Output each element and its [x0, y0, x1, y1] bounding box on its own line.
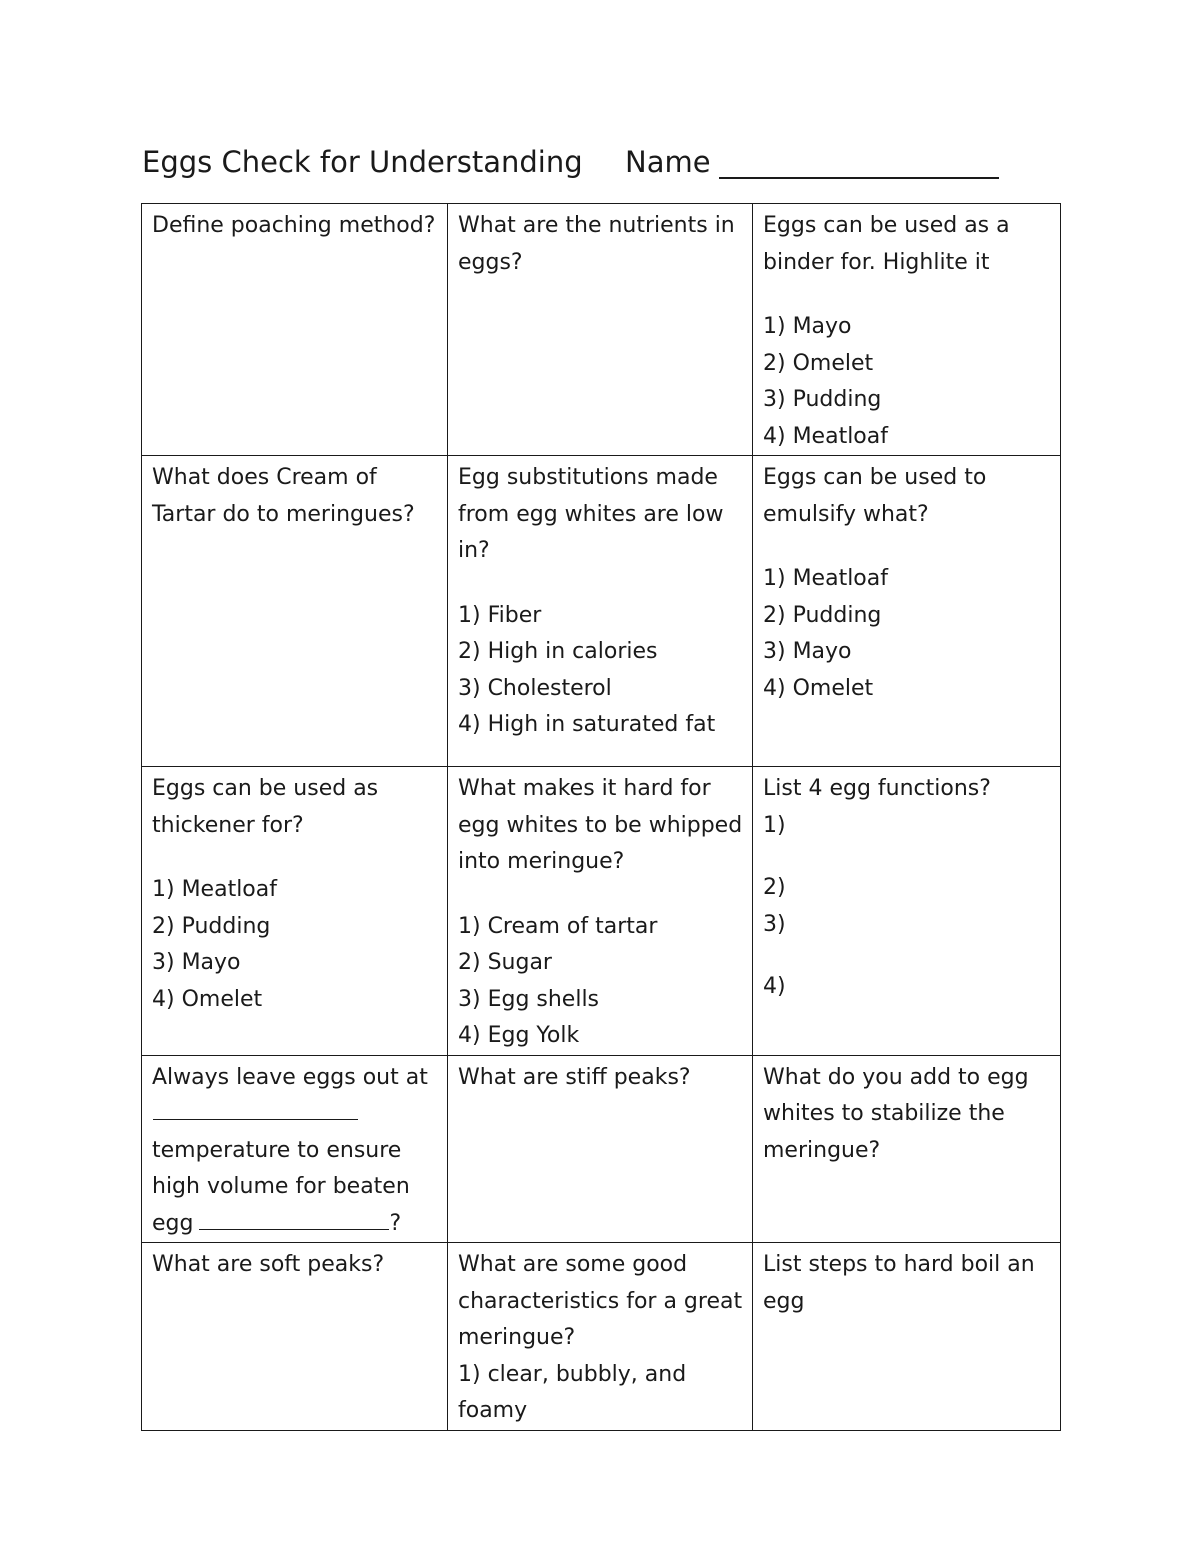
- answer-slot: 3): [763, 911, 786, 937]
- grid-row: [142, 767, 1061, 1056]
- question-cell: [448, 767, 753, 1056]
- question-text-part: Always leave eggs out at: [152, 1064, 428, 1090]
- option-item: 2) Pudding: [152, 913, 271, 939]
- question-text: What are some good characteristics for a great meringue?: [458, 1252, 743, 1350]
- option-item: 4) High in saturated fat: [458, 712, 716, 737]
- question-cell: [142, 204, 448, 456]
- option-list: [458, 598, 744, 744]
- option-item: 4) Omelet: [763, 675, 874, 701]
- question-cell: [142, 1055, 448, 1243]
- worksheet-title: Eggs Check for Understanding: [142, 145, 583, 179]
- question-cell: [753, 767, 1061, 1056]
- option-list: [152, 872, 439, 1018]
- option-item: 4) Meatloaf: [763, 423, 888, 449]
- question-text: Egg substitutions made from egg whites are low in?: [458, 465, 724, 563]
- option-list: [458, 909, 744, 1055]
- option-list: [763, 309, 1052, 455]
- answer-blank: [199, 1207, 389, 1230]
- question-text-part: temperature to ensure high volume for beaten egg: [152, 1137, 410, 1236]
- grid-row: [142, 204, 1061, 456]
- answer-slot: 2): [763, 875, 786, 900]
- option-item: 2) Omelet: [763, 350, 874, 376]
- question-cell: [753, 204, 1061, 456]
- name-label: Name: [625, 145, 711, 179]
- question-text: What does Cream of Tartar do to meringues?: [152, 465, 415, 527]
- option-item: 1) Meatloaf: [763, 566, 888, 591]
- option-item: 3) Pudding: [763, 387, 882, 412]
- answer-blank: [153, 1097, 358, 1120]
- option-item: 2) High in calories: [458, 639, 658, 664]
- question-cell: [448, 1055, 753, 1243]
- question-cell: [142, 767, 448, 1056]
- question-cell: [142, 1243, 448, 1431]
- question-text: What do you add to egg whites to stabilize the meringue?: [763, 1064, 1029, 1163]
- option-item: 4) Omelet: [152, 986, 263, 1012]
- option-list: [458, 1357, 744, 1430]
- option-item: 2) Sugar: [458, 950, 552, 975]
- question-text-part: ?: [389, 1210, 402, 1236]
- grid-row: [142, 1055, 1061, 1243]
- worksheet-header: [142, 140, 1042, 190]
- question-text: Define poaching method?: [152, 213, 436, 238]
- option-item: 3) Egg shells: [458, 986, 600, 1012]
- question-cell: [753, 456, 1061, 767]
- question-cell: [448, 1243, 753, 1431]
- question-cell: [448, 456, 753, 767]
- name-field: [625, 145, 999, 179]
- option-item: 2) Pudding: [763, 602, 882, 628]
- option-item: 4) Egg Yolk: [458, 1023, 580, 1048]
- option-list: [763, 561, 1052, 707]
- answer-slot: 1): [763, 812, 786, 838]
- question-text: List 4 egg functions?: [763, 776, 991, 801]
- name-blank-line: [719, 177, 999, 179]
- option-item: 3) Mayo: [763, 639, 852, 664]
- question-cell: [753, 1055, 1061, 1243]
- option-item: 3) Cholesterol: [458, 675, 612, 701]
- answer-space: [763, 844, 1052, 870]
- option-item: 1) Mayo: [763, 314, 852, 339]
- question-text: Eggs can be used to emulsify what?: [763, 465, 987, 527]
- question-grid: [141, 203, 1061, 1431]
- answer-space: [763, 943, 1052, 969]
- question-cell: [142, 456, 448, 767]
- question-text: Eggs can be used as a binder for. Highlite it: [763, 213, 1010, 275]
- option-item: 1) Meatloaf: [152, 877, 277, 902]
- question-cell: [448, 204, 753, 456]
- option-item: 1) clear, bubbly, and foamy: [458, 1361, 687, 1423]
- option-item: 1) Cream of tartar: [458, 913, 658, 939]
- question-text: [152, 1060, 439, 1243]
- option-list: [763, 808, 1052, 1006]
- question-text: What are soft peaks?: [152, 1252, 385, 1277]
- question-text: What makes it hard for egg whites to be whipped into meringue?: [458, 776, 743, 874]
- grid-row: [142, 1243, 1061, 1431]
- question-text: What are stiff peaks?: [458, 1064, 691, 1090]
- grid-row: [142, 456, 1061, 767]
- option-item: 1) Fiber: [458, 602, 542, 628]
- question-text: Eggs can be used as thickener for?: [152, 776, 379, 838]
- question-cell: [753, 1243, 1061, 1431]
- answer-slot: 4): [763, 974, 786, 999]
- question-text: What are the nutrients in eggs?: [458, 213, 735, 275]
- option-item: 3) Mayo: [152, 950, 241, 975]
- question-text: List steps to hard boil an egg: [763, 1252, 1035, 1314]
